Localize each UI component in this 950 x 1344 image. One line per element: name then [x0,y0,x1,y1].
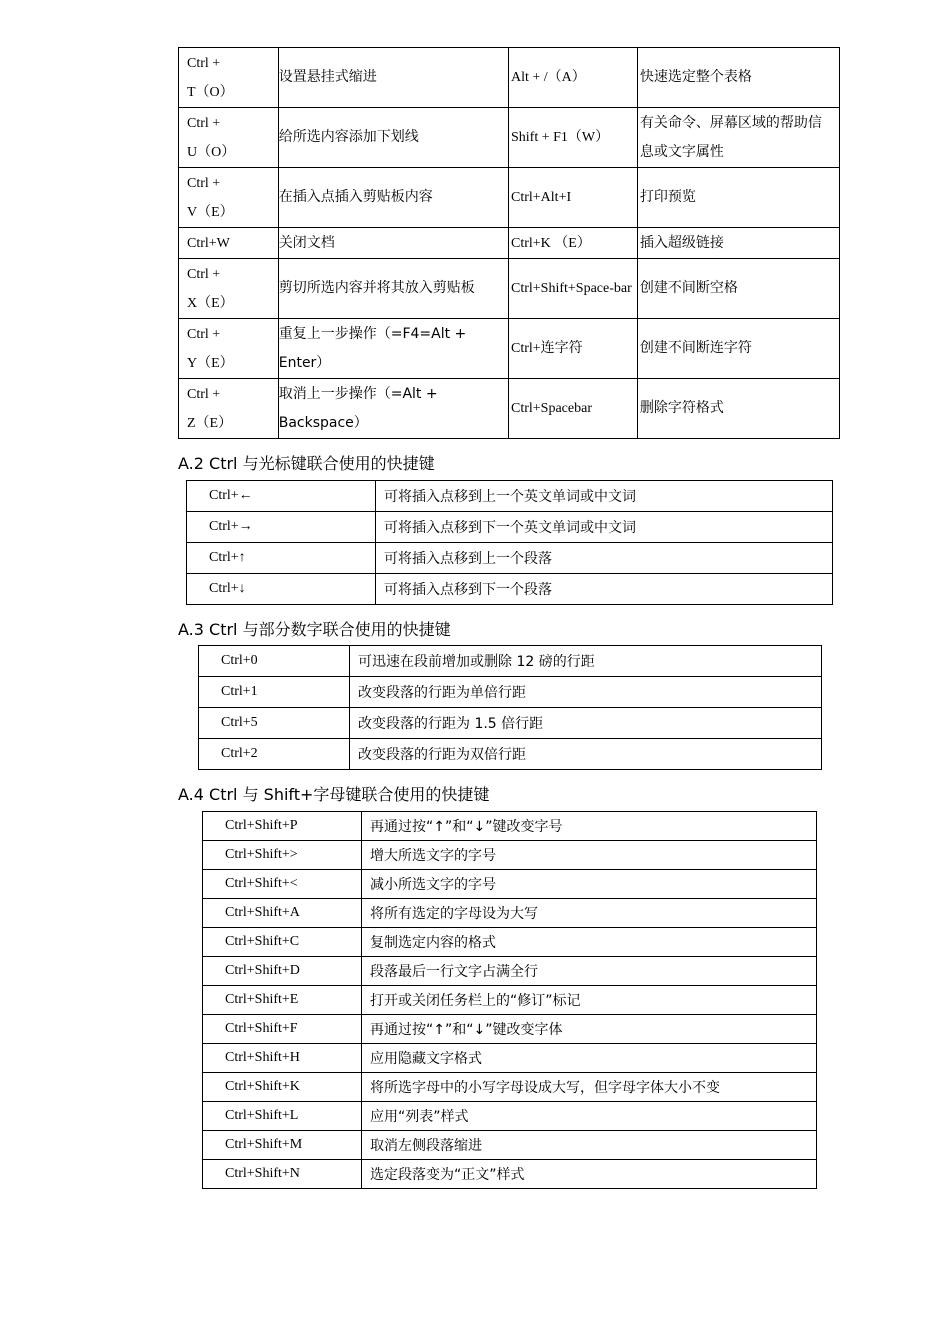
shortcut-description: 在插入点插入剪贴板内容 [278,168,508,228]
shortcut-key: Ctrl+← [187,481,376,512]
table-row [179,228,840,259]
shortcut-description: 改变段落的行距为 1.5 倍行距 [350,708,822,739]
shortcut-description: 将所选字母中的小写字母设成大写，但字母字体大小不变 [362,1073,817,1102]
shortcut-description: 创建不间断空格 [637,259,839,319]
table-row [203,1131,817,1160]
shortcut-key: Ctrl+Shift+C [203,928,362,957]
shortcut-key: Ctrl+Shift+Space-bar [509,259,638,319]
shortcut-description: 改变段落的行距为双倍行距 [350,739,822,770]
table-row [203,812,817,841]
shortcut-description: 可将插入点移到上一个英文单词或中文词 [376,481,833,512]
table-row [187,481,833,512]
shortcut-description: 可迅速在段前增加或删除 12 磅的行距 [350,646,822,677]
shortcut-table-main [178,47,840,439]
table-row [179,319,840,379]
shortcut-description: 设置悬挂式缩进 [278,48,508,108]
table-row [203,899,817,928]
shortcut-description: 可将插入点移到下一个段落 [376,574,833,605]
shortcut-key: Ctrl+→ [187,512,376,543]
shortcut-key: Ctrl + T（O） [179,48,279,108]
shortcut-key: Ctrl+K （E） [509,228,638,259]
table-row [203,1044,817,1073]
shortcut-key: Ctrl+Shift+< [203,870,362,899]
shortcut-key: Ctrl+Shift+> [203,841,362,870]
table-row [179,259,840,319]
shortcut-key: Ctrl+连字符 [509,319,638,379]
table-row [187,512,833,543]
shortcut-key: Ctrl+Shift+P [203,812,362,841]
shortcut-key: Ctrl+Shift+N [203,1160,362,1189]
shortcut-key: Ctrl+W [179,228,279,259]
shortcut-key: Ctrl + Y（E） [179,319,279,379]
shortcut-key: Ctrl+Shift+A [203,899,362,928]
shortcut-key: Ctrl+Alt+I [509,168,638,228]
shortcut-description: 应用隐藏文字格式 [362,1044,817,1073]
table-row [203,1073,817,1102]
shortcut-table-ctrl-shift-letter [202,811,817,1189]
shortcut-key: Ctrl+Shift+K [203,1073,362,1102]
table-row [179,168,840,228]
shortcut-description: 取消上一步操作（=Alt + Backspace） [278,379,508,439]
table-row [203,1102,817,1131]
shortcut-description: 再通过按“↑”和“↓”键改变字号 [362,812,817,841]
shortcut-description: 将所有选定的字母设为大写 [362,899,817,928]
table-row [203,986,817,1015]
shortcut-description: 打开或关闭任务栏上的“修订”标记 [362,986,817,1015]
shortcut-description: 段落最后一行文字占满全行 [362,957,817,986]
table-row [187,574,833,605]
shortcut-key: Ctrl+↑ [187,543,376,574]
shortcut-key: Ctrl+5 [199,708,350,739]
shortcut-key: Ctrl+Shift+L [203,1102,362,1131]
shortcut-description: 给所选内容添加下划线 [278,108,508,168]
shortcut-description: 有关命令、屏幕区域的帮助信 息或文字属性 [637,108,839,168]
shortcut-description: 选定段落变为“正文”样式 [362,1160,817,1189]
section-heading-a4: A.4 Ctrl 与 Shift+字母键联合使用的快捷键 [178,785,490,804]
table-row [203,870,817,899]
shortcut-key: Shift + F1（W） [509,108,638,168]
shortcut-key: Ctrl+Shift+H [203,1044,362,1073]
shortcut-description: 减小所选文字的字号 [362,870,817,899]
table-row [203,1160,817,1189]
shortcut-description: 取消左侧段落缩进 [362,1131,817,1160]
shortcut-table-ctrl-number [198,645,822,770]
shortcut-key: Alt + /（A） [509,48,638,108]
shortcut-description: 创建不间断连字符 [637,319,839,379]
shortcut-key: Ctrl+Shift+E [203,986,362,1015]
shortcut-key: Ctrl + Z（E） [179,379,279,439]
shortcut-description: 可将插入点移到下一个英文单词或中文词 [376,512,833,543]
section-heading-a3: A.3 Ctrl 与部分数字联合使用的快捷键 [178,620,451,639]
table-row [179,379,840,439]
shortcut-description: 重复上一步操作（=F4=Alt + Enter） [278,319,508,379]
shortcut-key: Ctrl+1 [199,677,350,708]
shortcut-description: 快速选定整个表格 [637,48,839,108]
table-row [203,928,817,957]
table-row [199,739,822,770]
shortcut-key: Ctrl + X（E） [179,259,279,319]
shortcut-key: Ctrl+2 [199,739,350,770]
shortcut-key: Ctrl+Shift+F [203,1015,362,1044]
table-row [179,108,840,168]
shortcut-description: 复制选定内容的格式 [362,928,817,957]
table-row [179,48,840,108]
shortcut-description: 可将插入点移到上一个段落 [376,543,833,574]
shortcut-table-ctrl-arrow [186,480,833,605]
shortcut-description: 打印预览 [637,168,839,228]
table-row [203,841,817,870]
shortcut-description: 再通过按“↑”和“↓”键改变字体 [362,1015,817,1044]
shortcut-description: 删除字符格式 [637,379,839,439]
shortcut-description: 插入超级链接 [637,228,839,259]
shortcut-key: Ctrl+0 [199,646,350,677]
shortcut-key: Ctrl+Shift+D [203,957,362,986]
shortcut-description: 关闭文档 [278,228,508,259]
table-row [199,646,822,677]
section-heading-a2: A.2 Ctrl 与光标键联合使用的快捷键 [178,454,435,473]
table-row [203,957,817,986]
shortcut-description: 改变段落的行距为单倍行距 [350,677,822,708]
table-row [199,677,822,708]
shortcut-key: Ctrl+↓ [187,574,376,605]
shortcut-key: Ctrl+Shift+M [203,1131,362,1160]
table-row [199,708,822,739]
shortcut-key: Ctrl+Spacebar [509,379,638,439]
shortcut-key: Ctrl + U（O） [179,108,279,168]
table-row [203,1015,817,1044]
table-row [187,543,833,574]
shortcut-key: Ctrl + V（E） [179,168,279,228]
shortcut-description: 剪切所选内容并将其放入剪贴板 [278,259,508,319]
shortcut-description: 应用“列表”样式 [362,1102,817,1131]
shortcut-description: 增大所选文字的字号 [362,841,817,870]
